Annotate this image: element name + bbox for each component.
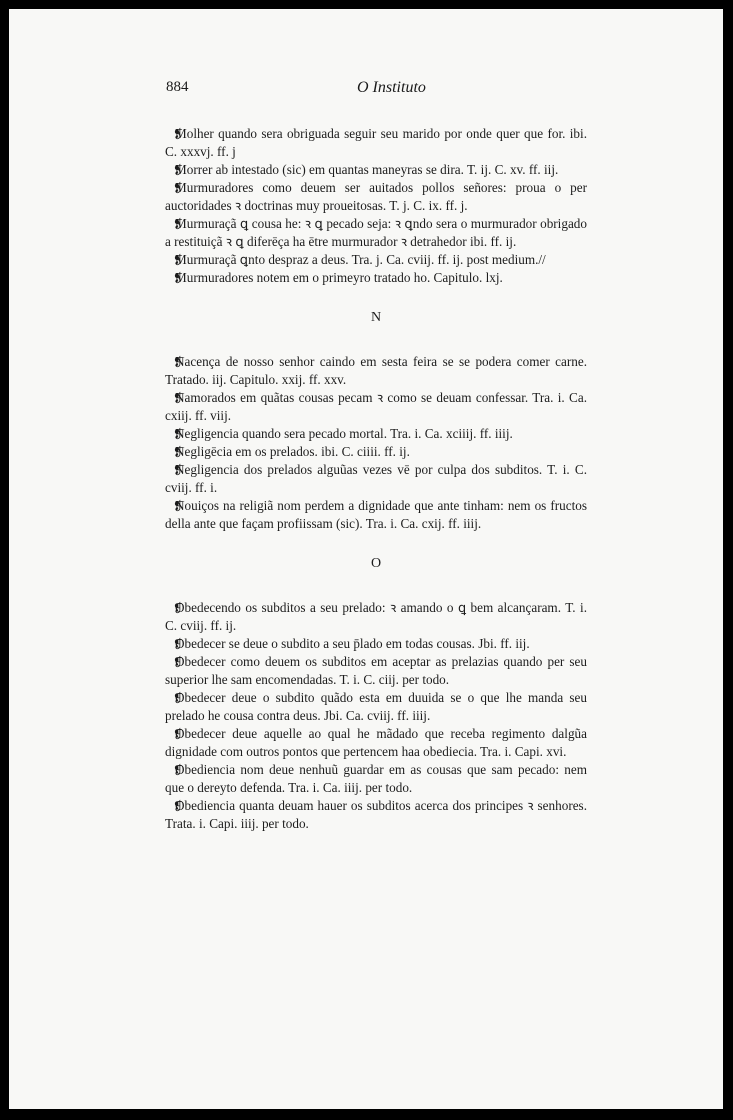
index-entry: ❡ Murmuraçã ꝗ cousa he: ꝛ ꝗ pecado seja: ꝛ ꝗndo sera o murmurador obrigado a restituiçã ꝛ ꝗ diferēça ha ētre murmurador ꝛ detrahedor ibi. ff. ij. — [165, 215, 587, 251]
running-title: O Instituto — [357, 79, 426, 96]
section-heading-o: O — [370, 556, 382, 571]
index-entry: ❡ Negligencia quando sera pecado mortal. Tra. i. Ca. xciiij. ff. iiij. — [165, 425, 587, 443]
index-entry: ❡ Obedecer deue o subdito quãdo esta em duuida se o que lhe manda seu prelado he cousa contra deus. Jbi. Ca. cviij. ff. iiij. — [165, 689, 587, 725]
index-entry: ❡ Morrer ab intestado (sic) em quantas maneyras se dira. T. ij. C. xv. ff. iij. — [165, 161, 587, 179]
page-header — [9, 79, 723, 103]
index-entry: ❡ Obedecer como deuem os subditos em aceptar as prelazias quando per seu superior lhe sam encomendadas. T. i. C. ciij. per todo. — [165, 653, 587, 689]
section-o — [165, 599, 587, 833]
index-entry: ❡ Obedecer se deue o subdito a seu p̄lado em todas cousas. Jbi. ff. iij. — [165, 635, 587, 653]
index-entry: ❡ Nacença de nosso senhor caindo em sesta feira se se podera comer carne. Tratado. iij. Capitulo. xxij. ff. xxv. — [165, 353, 587, 389]
section-n — [165, 353, 587, 533]
scanned-page — [9, 9, 723, 1109]
index-entry: ❡ Nouiços na religiã nom perdem a dignidade que ante tinham: nem os fructos della ante que façam profiissam (sic). Tra. i. Ca. cxij. ff. iiij. — [165, 497, 587, 533]
index-entry: ❡ Namorados em quãtas cousas pecam ꝛ como se deuam confessar. Tra. i. Ca. cxiij. ff. viij. — [165, 389, 587, 425]
section-heading-n: N — [370, 310, 382, 325]
index-entry: ❡ Molher quando sera obriguada seguir seu marido por onde quer que for. ibi. C. xxxvj. ff. j — [165, 125, 587, 161]
index-entry: ❡ Murmuradores como deuem ser auitados pollos señores: proua o per auctoridades ꝛ doctrinas muy proueitosas. T. j. C. ix. ff. j. — [165, 179, 587, 215]
index-body — [165, 125, 587, 833]
index-entry: ❡ Obedecer deue aquelle ao qual he mãdado que receba regimento dalgũa dignidade com outros pontos que pertencem haa obediecia. Tra. i. Capi. xvi. — [165, 725, 587, 761]
index-entry: ❡ Murmuradores notem em o primeyro tratado ho. Capitulo. lxj. — [165, 269, 587, 287]
index-entry: ❡ Negligencia dos prelados alguũas vezes vē por culpa dos subditos. T. i. C. cviij. ff. i. — [165, 461, 587, 497]
index-entry: ❡ Obedecendo os subditos a seu prelado: ꝛ amando o ꝗ bem alcançaram. T. i. C. cviij. ff. ij. — [165, 599, 587, 635]
index-entry: ❡ Murmuraçã ꝗnto despraz a deus. Tra. j. Ca. cviij. ff. ij. post medium.// — [165, 251, 587, 269]
page-number: 884 — [166, 79, 189, 95]
index-entry: ❡ Negligēcia em os prelados. ibi. C. ciiii. ff. ij. — [165, 443, 587, 461]
section-m — [165, 125, 587, 287]
index-entry: ❡ Obediencia quanta deuam hauer os subditos acerca dos principes ꝛ senhores. Trata. i. Capi. iiij. per todo. — [165, 797, 587, 833]
index-entry: ❡ Obediencia nom deue nenhuũ guardar em as cousas que sam pecado: nem que o dereyto defenda. Tra. i. Ca. iiij. per todo. — [165, 761, 587, 797]
